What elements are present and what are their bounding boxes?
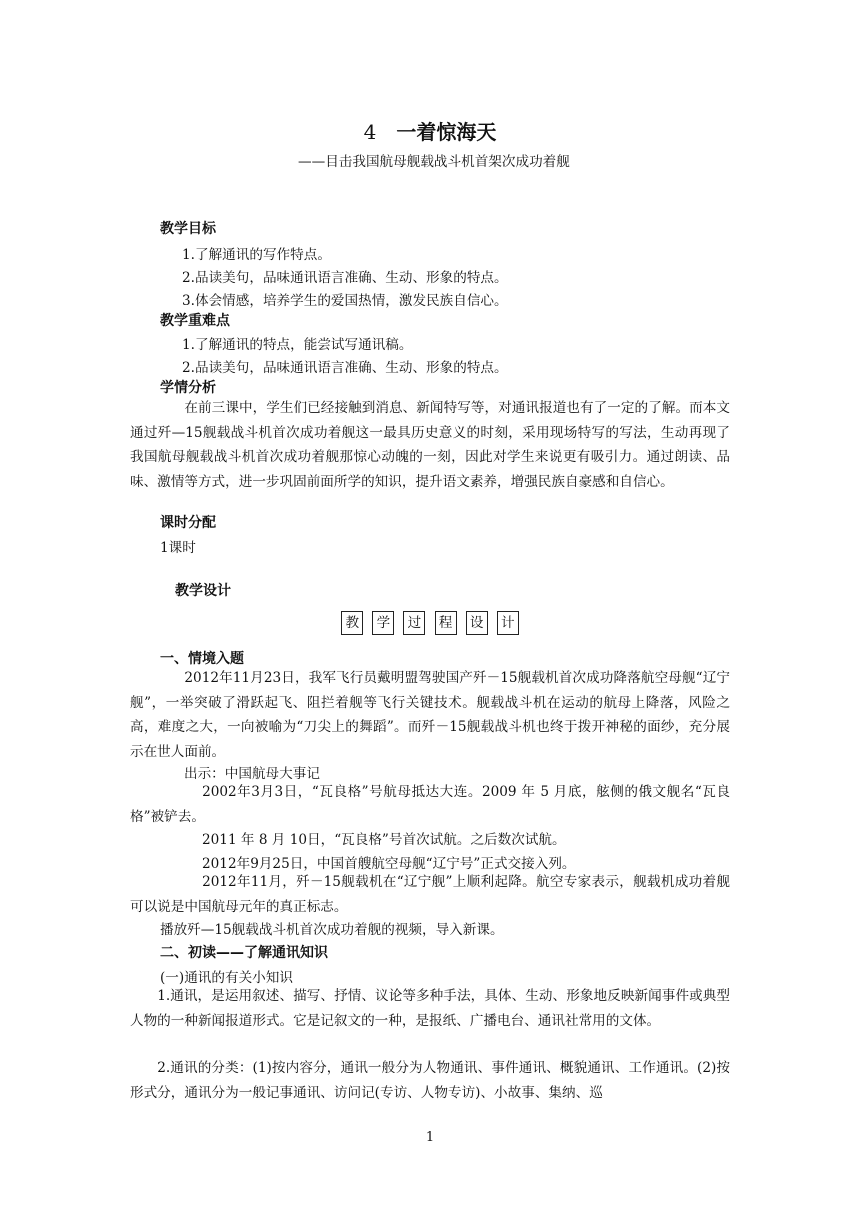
difficulty-heading: 教学重难点: [160, 313, 230, 329]
process-box: 学: [372, 611, 394, 635]
difficulty-item: 1.了解通讯的特点，能尝试写通讯稿。: [182, 337, 413, 353]
goal-item: 2.品读美句，品味通讯语言准确、生动、形象的特点。: [182, 270, 508, 286]
section2-paragraph: 2.通讯的分类：(1)按内容分，通讯一般分为人物通讯、事件通讯、概貌通讯、工作通讯。(2)按形式分，通讯分为一般记事通讯、访问记(专访、人物专访)、小故事、集纳、巡: [130, 1060, 730, 1101]
design-heading: 教学设计: [175, 583, 231, 599]
section1-video: 播放歼—15舰载战斗机首次成功着舰的视频，导入新课。: [160, 922, 504, 938]
page-number: 1: [425, 1130, 435, 1145]
goal-item: 1.了解通讯的写作特点。: [182, 247, 331, 263]
process-box: 程: [435, 611, 457, 635]
section2-paragraph: 1.通讯，是运用叙述、描写、抒情、议论等多种手法，具体、生动、形象地反映新闻事件或典型人物的一种新闻报道形式。它是记叙文的一种，是报纸、广播电台、通讯社常用的文体。: [130, 988, 730, 1029]
event-item: 2012年11月，歼－15舰载机在“辽宁舰”上顺利起降。航空专家表示，舰载机成功着舰可以说是中国航母元年的真正标志。: [130, 874, 730, 915]
process-title-boxes: [0, 611, 860, 635]
lesson-number: 4: [363, 120, 377, 144]
schedule-heading: 课时分配: [160, 515, 216, 531]
difficulty-item: 2.品读美句，品味通讯语言准确、生动、形象的特点。: [182, 360, 508, 376]
process-box: 计: [497, 611, 519, 635]
lesson-title: 一着惊海天: [396, 120, 497, 144]
process-box: 过: [403, 611, 425, 635]
section1-heading: 一、情境入题: [160, 651, 244, 667]
goals-heading: 教学目标: [160, 221, 216, 237]
section1-intro: 2012年11月23日，我军飞行员戴明盟驾驶国产歼－15舰载机首次成功降落航空母舰“辽宁舰”，一举突破了滑跃起飞、阻拦着舰等飞行关键技术。舰载战斗机在运动的航母上降落，风险之高，难度之大，一向被喻为“刀尖上的舞蹈”。而歼－15舰载战斗机也终于拨开神秘的面纱，充分展示在世人面前。: [130, 670, 730, 760]
event-item: 2012年9月25日，中国首艘航空母舰“辽宁号”正式交接入列。: [202, 856, 576, 872]
analysis-heading: 学情分析: [160, 380, 216, 396]
schedule-value: 1课时: [160, 540, 196, 556]
goal-item: 3.体会情感，培养学生的爱国热情，激发民族自信心。: [182, 293, 508, 309]
section2-subheading: (一)通讯的有关小知识: [160, 970, 293, 986]
page-subtitle: ——目击我国航母舰载战斗机首架次成功着舰: [298, 154, 570, 170]
analysis-paragraph: 在前三课中，学生们已经接触到消息、新闻特写等，对通讯报道也有了一定的了解。而本文通过歼—15舰载战斗机首次成功着舰这一最具历史意义的时刻，采用现场特写的写法，生动再现了我国航母舰载战斗机首次成功着舰那惊心动魄的一刻，因此对学生来说更有吸引力。通过朗读、品味、激情等方式，进一步巩固前面所学的知识，提升语文素养，增强民族自豪感和自信心。: [130, 400, 730, 490]
event-item: 2011 年 8 月 10日，“瓦良格”号首次试航。之后数次试航。: [202, 832, 566, 848]
section2-heading: 二、初读——了解通讯知识: [160, 945, 328, 961]
section1-show: 出示：中国航母大事记: [184, 766, 320, 782]
event-item: 2002年3月3日，“瓦良格”号航母抵达大连。2009 年 5 月底，舷侧的俄文舰名“瓦良格”被铲去。: [130, 784, 730, 825]
process-box: 设: [466, 611, 488, 635]
process-box: 教: [341, 611, 363, 635]
page-title: [0, 116, 860, 145]
